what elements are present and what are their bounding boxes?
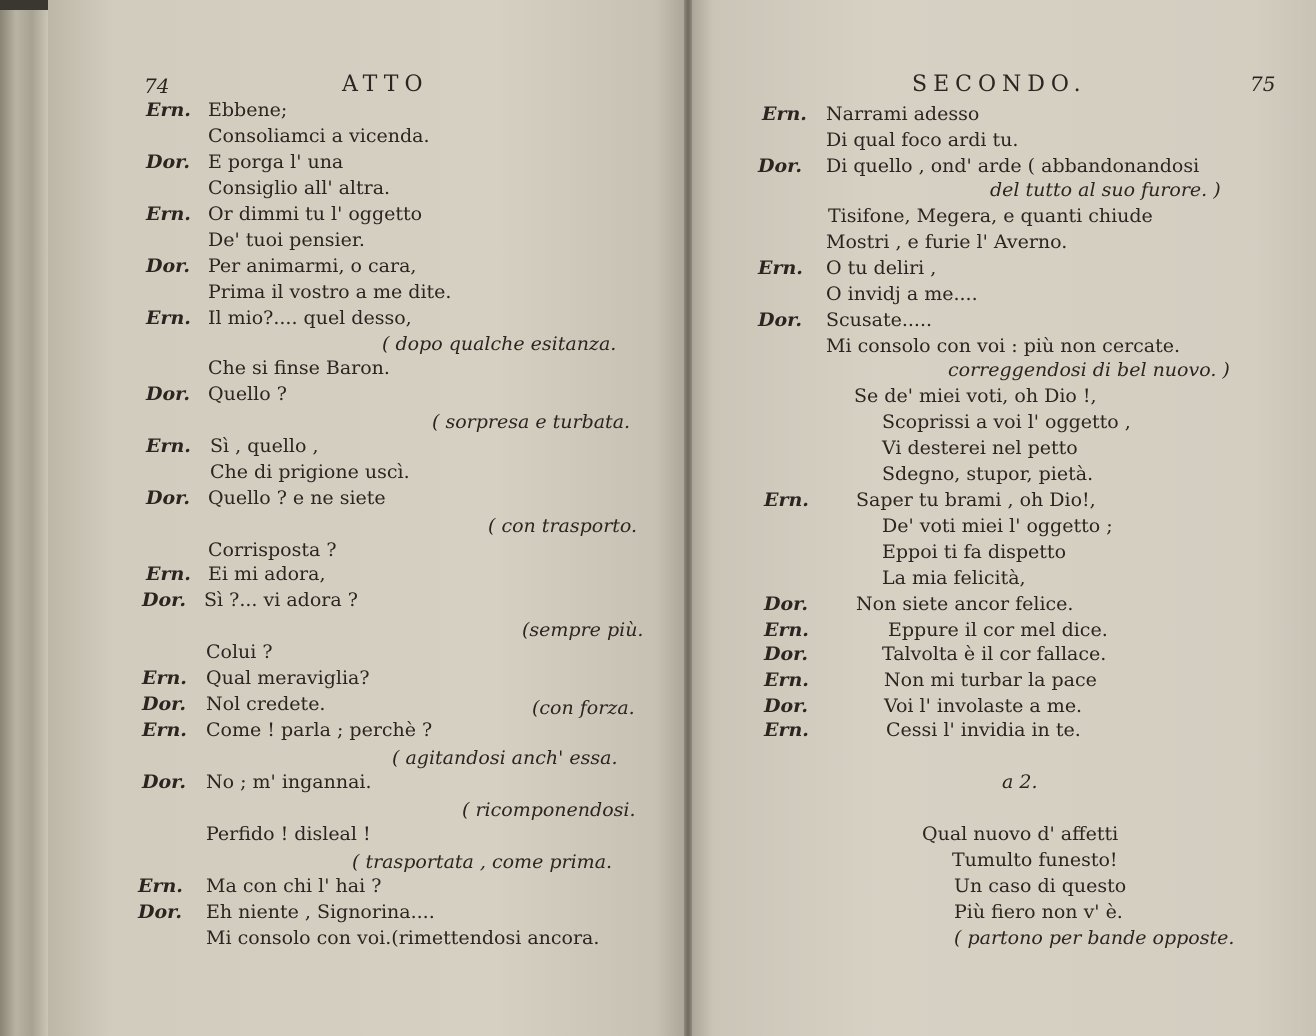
speaker-label: Dor. [764, 593, 809, 615]
text-line: Consiglio all' altra. [208, 177, 391, 199]
speaker-label: Ern. [758, 257, 803, 279]
text-line: Come ! parla ; perchè ? [206, 719, 433, 741]
speaker-label: Ern. [764, 619, 809, 641]
text-line: Un caso di questo [954, 875, 1127, 897]
text-line: Perfido ! disleal ! [206, 823, 371, 845]
speaker-label: Dor. [758, 155, 803, 177]
text-line: Cessi l' invidia in te. [886, 719, 1081, 741]
stage-direction: (sempre più. [522, 619, 644, 641]
stage-direction: ( trasportata , come prima. [352, 851, 613, 873]
speaker-label: Dor. [146, 383, 191, 405]
text-line: Per animarmi, o cara, [208, 255, 417, 277]
running-head-right: SECONDO. [912, 72, 1087, 97]
text-line: Non siete ancor felice. [856, 593, 1074, 615]
text-line: Scusate..... [826, 309, 933, 331]
text-line: Che si finse Baron. [208, 357, 390, 379]
speaker-label: Ern. [764, 489, 809, 511]
speaker-label: Ern. [142, 667, 187, 689]
a-due-marker: a 2. [1002, 771, 1038, 793]
text-line: Mi consolo con voi : più non cercate. [826, 335, 1181, 357]
speaker-label: Ern. [142, 719, 187, 741]
speaker-label: Dor. [138, 901, 183, 923]
speaker-label: Dor. [146, 151, 191, 173]
text-line: Non mi turbar la pace [884, 669, 1097, 691]
text-line: Colui ? [206, 641, 273, 663]
stage-direction: ( partono per bande opposte. [954, 927, 1235, 949]
text-line: Eppoi ti fa dispetto [882, 541, 1067, 563]
speaker-label: Ern. [146, 563, 191, 585]
speaker-label: Dor. [758, 309, 803, 331]
text-line: De' voti miei l' oggetto ; [882, 515, 1113, 537]
text-line: Il mio?.... quel desso, [208, 307, 412, 329]
text-line: Mostri , e furie l' Averno. [826, 231, 1068, 253]
speaker-label: Ern. [764, 669, 809, 691]
text-line: Quello ? [208, 383, 287, 405]
text-line: Più fiero non v' è. [954, 901, 1123, 923]
speaker-label: Dor. [142, 693, 187, 715]
text-line: Tumulto funesto! [952, 849, 1118, 871]
speaker-label: Dor. [764, 695, 809, 717]
stage-direction: del tutto al suo furore. ) [990, 179, 1221, 201]
book-gutter [684, 0, 692, 1036]
text-line: Scoprissi a voi l' oggetto , [882, 411, 1131, 433]
text-line: Ma con chi l' hai ? [206, 875, 382, 897]
text-line: Mi consolo con voi.(rimettendosi ancora. [206, 927, 600, 949]
stage-direction: ( ricomponendosi. [462, 799, 636, 821]
speaker-label: Ern. [146, 203, 191, 225]
stage-direction: (con forza. [532, 697, 635, 719]
text-line: Sì , quello , [210, 435, 319, 457]
speaker-label: Dor. [142, 771, 187, 793]
text-line: Di quello , ond' arde ( abbandonandosi [826, 155, 1200, 177]
text-line: Se de' miei voti, oh Dio !, [854, 385, 1097, 407]
text-line: Prima il vostro a me dite. [208, 281, 452, 303]
text-line: Ebbene; [208, 99, 288, 121]
stage-direction: ( dopo qualche esitanza. [382, 333, 617, 355]
text-line: Eh niente , Signorina.... [206, 901, 435, 923]
text-line: Consoliamci a vicenda. [208, 125, 430, 147]
text-line: O tu deliri , [826, 257, 937, 279]
stage-direction: correggendosi di bel nuovo. ) [948, 359, 1230, 381]
text-line: Quello ? e ne siete [208, 487, 386, 509]
text-line: Talvolta è il cor fallace. [882, 643, 1107, 665]
speaker-label: Ern. [138, 875, 183, 897]
stage-direction: ( con trasporto. [488, 515, 638, 537]
stage-direction: ( agitandosi anch' essa. [392, 747, 618, 769]
text-line: Vi desterei nel petto [882, 437, 1078, 459]
running-head-left: ATTO [342, 72, 429, 97]
text-line: No ; m' ingannai. [206, 771, 372, 793]
speaker-label: Dor. [142, 589, 187, 611]
text-line: Ei mi adora, [208, 563, 326, 585]
speaker-label: Ern. [764, 719, 809, 741]
speaker-label: Ern. [762, 103, 807, 125]
text-line: E porga l' una [208, 151, 344, 173]
text-line: Corrisposta ? [208, 539, 337, 561]
text-line: Sdegno, stupor, pietà. [882, 463, 1094, 485]
speaker-label: Ern. [146, 99, 191, 121]
page-number-left: 74 [144, 74, 170, 98]
text-line: Qual nuovo d' affetti [922, 823, 1119, 845]
speaker-label: Ern. [146, 307, 191, 329]
text-line: Or dimmi tu l' oggetto [208, 203, 423, 225]
text-line: Voi l' involaste a me. [884, 695, 1083, 717]
line-l0 [146, 98, 191, 122]
text-line: Narrami adesso [826, 103, 980, 125]
text-line: Tisifone, Megera, e quanti chiude [828, 205, 1153, 227]
page-number-right: 75 [1250, 72, 1276, 96]
speaker-label: Dor. [146, 487, 191, 509]
text-line: Qual meraviglia? [206, 667, 370, 689]
speaker-label: Dor. [146, 255, 191, 277]
text-line: Eppure il cor mel dice. [888, 619, 1108, 641]
text-line: O invidj a me.... [826, 283, 978, 305]
text-line: Di qual foco ardi tu. [826, 129, 1019, 151]
stage-direction: ( sorpresa e turbata. [432, 411, 631, 433]
text-line: Nol credete. [206, 693, 326, 715]
speaker-label: Ern. [146, 435, 191, 457]
text-line: Saper tu brami , oh Dio!, [856, 489, 1096, 511]
text-line: Sì ?... vi adora ? [204, 589, 358, 611]
text-line: De' tuoi pensier. [208, 229, 365, 251]
text-line: La mia felicità, [882, 567, 1026, 589]
speaker-label: Dor. [764, 643, 809, 665]
text-line: Che di prigione uscì. [210, 461, 410, 483]
